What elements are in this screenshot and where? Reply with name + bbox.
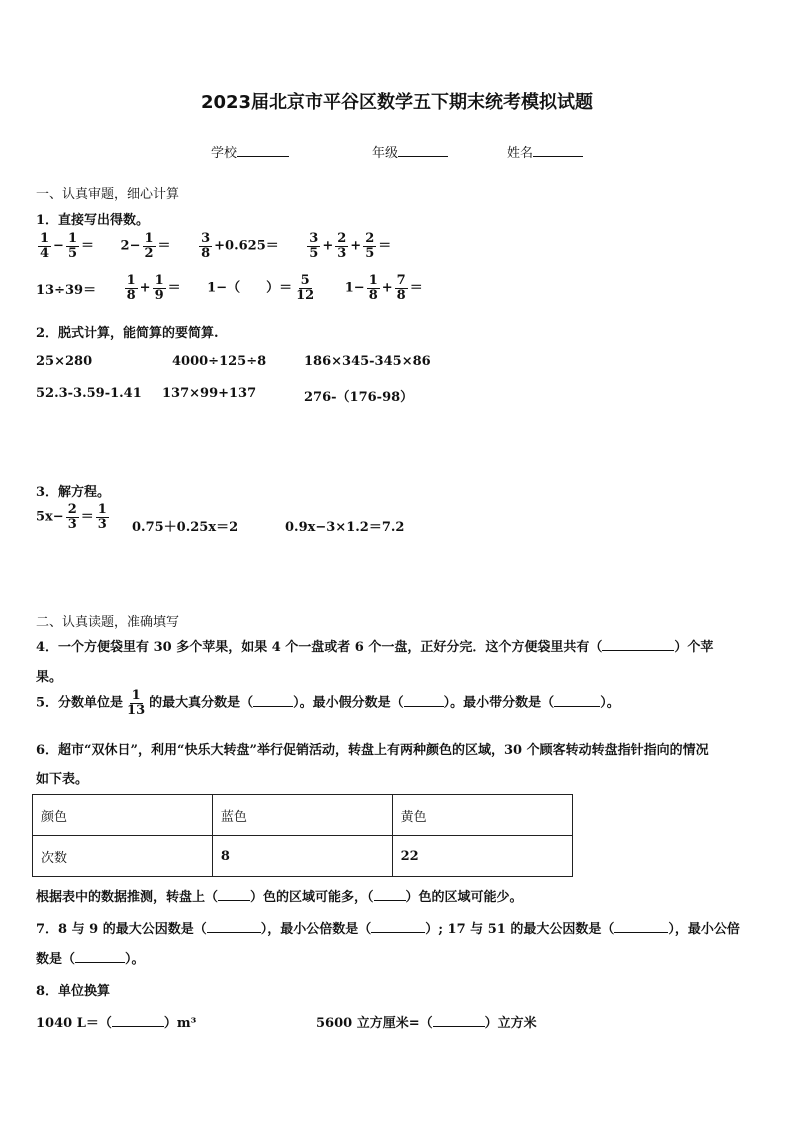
q6-after: 根据表中的数据推测，转盘上（ ）色的区域可能多，（ ）色的区域可能少。 [36,890,523,905]
table-cell: 蓝色 [212,795,392,836]
table-cell: 8 [212,836,392,877]
q1-expr-2: 2− $\frac{1}{2}$ ＝ [120,231,171,261]
q4-line-2: 果。 [36,670,63,685]
q7-line-2: 数是（ ）。 [36,952,145,967]
table-row [33,836,573,877]
section-1-heading: 一、认真审题，细心计算 [36,187,180,202]
q2-expr-3: 186×345-345×86 [304,354,431,369]
q3-eq-1: 5x− $\frac{2}{3}$ ＝ $\frac{1}{3}$ [36,502,107,532]
school-field: 学校 [211,142,289,161]
q1-expr-4: $\frac{3}{5}$ + $\frac{2}{3}$ + $\frac{2}{5}$ ＝ [309,231,392,261]
table-row [33,795,573,836]
table-cell: 颜色 [33,795,213,836]
q3-eq-2: 0.75＋0.25x＝2 [132,520,239,535]
q1-expr-7: 1−（ ）＝ $\frac{5}{12}$ [207,273,315,303]
table-cell: 次数 [33,836,213,877]
q2-label: 2．脱式计算，能简算的要简算. [36,326,219,341]
section-2-heading: 二、认真读题，准确填写 [36,615,180,630]
q8-label: 8．单位换算 [36,984,111,999]
grade-field: 年级 [372,142,448,161]
q2-expr-1: 25×280 [36,354,93,369]
q1-label: 1．直接写出得数。 [36,213,150,228]
q3-eq-3: 0.9x−3×1.2＝7.2 [285,520,405,535]
q4-line-1: 4．一个方便袋里有 30 多个苹果，如果 4 个一盘或者 6 个一盘，正好分完．这个方便袋里共有（ ）个苹 [36,640,714,655]
table-cell: 22 [392,836,572,877]
name-field: 姓名 [507,142,583,161]
q7-line-1: 7．8 与 9 的最大公因数是（ ），最小公倍数是（ ）; 17 与 51 的最大公因数是（ ），最小公倍 [36,922,740,937]
q8-item-1: 1040 L＝（ ）m³ [36,1016,197,1031]
q1-expr-6: $\frac{1}{8}$ + $\frac{1}{9}$ ＝ [126,273,181,303]
q2-expr-2: 4000÷125÷8 [172,354,267,369]
q1-row2 [36,274,445,302]
q1-expr-3: $\frac{3}{8}$ +0.625＝ [201,231,279,261]
q6-line-2: 如下表。 [36,772,89,787]
q2-expr-5: 137×99+137 [162,386,257,401]
q6-table [32,794,573,877]
q5-line: 5．分数单位是 $\frac{1}{13}$ 的最大真分数是（ ）。最小假分数是（ ）。最小带分数是（ ）。 [36,688,620,718]
q1-row1 [36,232,413,260]
q2-expr-6: 276-（176-98） [304,390,414,405]
q2-expr-4: 52.3-3.59-1.41 [36,386,142,401]
q1-expr-5: 13÷39＝ [36,282,97,298]
page-title: 2023届北京市平谷区数学五下期末统考模拟试题 [200,92,594,113]
q8-item-2: 5600 立方厘米=（ ）立方米 [316,1016,537,1031]
q1-expr-1: $\frac{1}{4}$ − $\frac{1}{5}$ ＝ [40,231,95,261]
q6-line-1: 6．超市“双休日”，利用“快乐大转盘”举行促销活动，转盘上有两种颜色的区域，30 个顾客转动转盘指针指向的情况 [36,743,709,758]
q3-label: 3．解方程。 [36,485,111,500]
q1-expr-8: 1− $\frac{1}{8}$ + $\frac{7}{8}$ ＝ [344,273,423,303]
table-cell: 黄色 [392,795,572,836]
